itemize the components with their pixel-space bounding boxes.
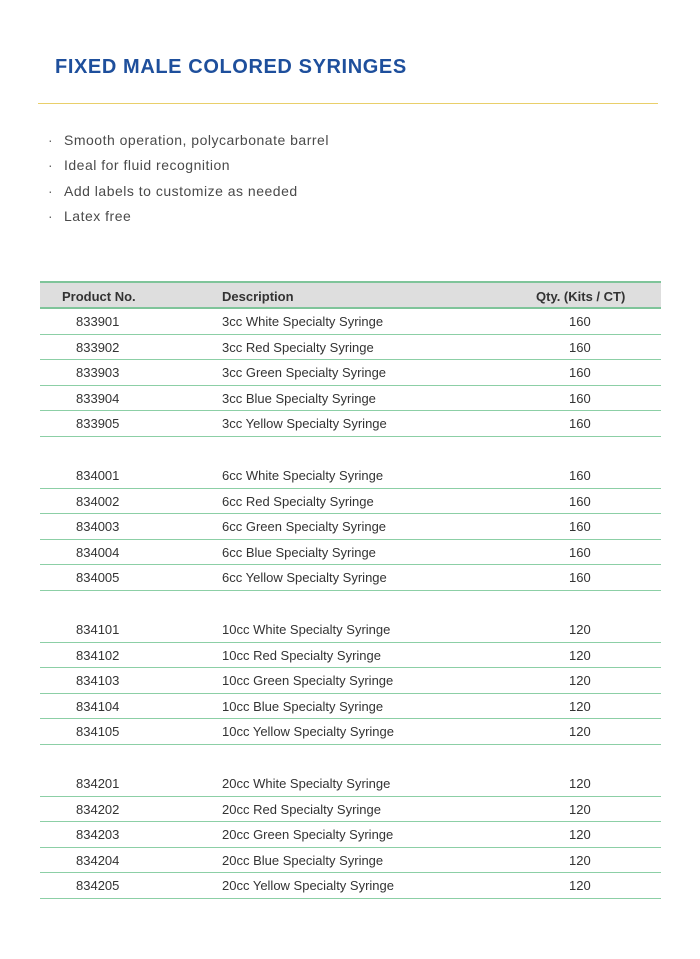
qty-cell: 160 — [569, 339, 591, 355]
product-no-cell: 833903 — [76, 365, 120, 381]
product-no-cell: 833904 — [76, 390, 120, 406]
description-cell: 20cc Green Specialty Syringe — [222, 827, 394, 843]
table-row — [40, 360, 661, 386]
table-row — [40, 540, 661, 566]
qty-cell: 160 — [569, 570, 591, 586]
description-cell: 10cc Yellow Specialty Syringe — [222, 724, 394, 740]
table-row — [40, 694, 661, 720]
description-cell: 10cc White Specialty Syringe — [222, 621, 391, 637]
description-cell: 3cc White Specialty Syringe — [222, 314, 384, 329]
qty-cell: 120 — [569, 878, 591, 894]
table-row — [40, 873, 661, 899]
table-row — [40, 668, 661, 694]
description-cell: 6cc Yellow Specialty Syringe — [222, 570, 387, 586]
bullet-marker: · — [48, 207, 54, 224]
title-divider — [38, 103, 658, 104]
description-cell: 3cc Red Specialty Syringe — [222, 339, 374, 355]
qty-cell: 120 — [569, 621, 591, 637]
qty-cell: 120 — [569, 775, 591, 791]
feature-item — [48, 206, 329, 231]
description-cell: 20cc White Specialty Syringe — [222, 775, 391, 791]
product-no-cell: 833905 — [76, 416, 120, 432]
feature-text: Ideal for fluid recognition — [64, 157, 231, 174]
feature-item — [48, 181, 329, 206]
feature-item — [48, 155, 329, 180]
description-cell: 20cc Blue Specialty Syringe — [222, 852, 384, 868]
header-product-no: Product No. — [62, 289, 136, 304]
qty-cell: 160 — [569, 314, 591, 329]
product-no-cell: 834004 — [76, 544, 120, 560]
description-cell: 10cc Blue Specialty Syringe — [222, 698, 384, 714]
product-no-cell: 834001 — [76, 467, 120, 483]
table-row — [40, 309, 661, 335]
product-no-cell: 834003 — [76, 519, 120, 535]
product-table — [40, 281, 661, 899]
description-cell: 20cc Red Specialty Syringe — [222, 801, 381, 817]
page-title: FIXED MALE COLORED SYRINGES — [55, 56, 407, 78]
table-row — [40, 822, 661, 848]
description-cell: 20cc Yellow Specialty Syringe — [222, 878, 394, 894]
qty-cell: 120 — [569, 724, 591, 740]
feature-list — [48, 130, 329, 231]
product-no-cell: 834103 — [76, 673, 120, 689]
feature-text: Add labels to customize as needed — [64, 182, 298, 199]
table-header — [40, 281, 661, 309]
bullet-marker: · — [48, 132, 54, 148]
table-group — [40, 771, 661, 899]
product-no-cell: 834204 — [76, 852, 120, 868]
table-row — [40, 848, 661, 874]
group-spacer — [40, 437, 661, 463]
qty-cell: 120 — [569, 852, 591, 868]
table-row — [40, 463, 661, 489]
qty-cell: 160 — [569, 416, 591, 432]
header-qty: Qty. (Kits / CT) — [536, 289, 626, 304]
bullet-marker: · — [48, 157, 54, 174]
description-cell: 6cc Blue Specialty Syringe — [222, 544, 376, 560]
table-row — [40, 719, 661, 745]
description-cell: 6cc White Specialty Syringe — [222, 467, 384, 483]
product-no-cell: 834202 — [76, 801, 120, 817]
feature-item — [48, 130, 329, 155]
feature-text: Latex free — [64, 207, 132, 224]
product-no-cell: 834105 — [76, 724, 120, 740]
qty-cell: 120 — [569, 801, 591, 817]
product-no-cell: 834002 — [76, 493, 120, 509]
qty-cell: 160 — [569, 493, 591, 509]
description-cell: 10cc Red Specialty Syringe — [222, 647, 381, 663]
description-cell: 6cc Red Specialty Syringe — [222, 493, 374, 509]
qty-cell: 160 — [569, 390, 591, 406]
feature-text: Smooth operation, polycarbonate barrel — [64, 132, 329, 148]
product-no-cell: 833901 — [76, 314, 120, 329]
table-row — [40, 386, 661, 412]
description-cell: 3cc Green Specialty Syringe — [222, 365, 387, 381]
product-no-cell: 834104 — [76, 698, 120, 714]
description-cell: 3cc Blue Specialty Syringe — [222, 390, 376, 406]
table-body — [40, 309, 661, 899]
bullet-marker: · — [48, 182, 54, 199]
group-spacer — [40, 591, 661, 617]
qty-cell: 160 — [569, 365, 591, 381]
product-no-cell: 833902 — [76, 339, 120, 355]
qty-cell: 160 — [569, 519, 591, 535]
table-row — [40, 643, 661, 669]
table-row — [40, 797, 661, 823]
group-spacer — [40, 745, 661, 771]
table-row — [40, 617, 661, 643]
table-row — [40, 771, 661, 797]
table-group — [40, 309, 661, 437]
product-no-cell: 834205 — [76, 878, 120, 894]
table-row — [40, 335, 661, 361]
product-no-cell: 834005 — [76, 570, 120, 586]
product-no-cell: 834203 — [76, 827, 120, 843]
table-row — [40, 565, 661, 591]
product-no-cell: 834201 — [76, 775, 120, 791]
header-description: Description — [222, 289, 294, 304]
description-cell: 10cc Green Specialty Syringe — [222, 673, 394, 689]
product-no-cell: 834101 — [76, 621, 120, 637]
description-cell: 6cc Green Specialty Syringe — [222, 519, 387, 535]
table-row — [40, 514, 661, 540]
table-row — [40, 411, 661, 437]
qty-cell: 120 — [569, 647, 591, 663]
table-row — [40, 489, 661, 515]
table-group — [40, 617, 661, 745]
qty-cell: 120 — [569, 698, 591, 714]
description-cell: 3cc Yellow Specialty Syringe — [222, 416, 387, 432]
qty-cell: 160 — [569, 467, 591, 483]
qty-cell: 120 — [569, 827, 591, 843]
product-no-cell: 834102 — [76, 647, 120, 663]
table-group — [40, 463, 661, 591]
qty-cell: 120 — [569, 673, 591, 689]
qty-cell: 160 — [569, 544, 591, 560]
